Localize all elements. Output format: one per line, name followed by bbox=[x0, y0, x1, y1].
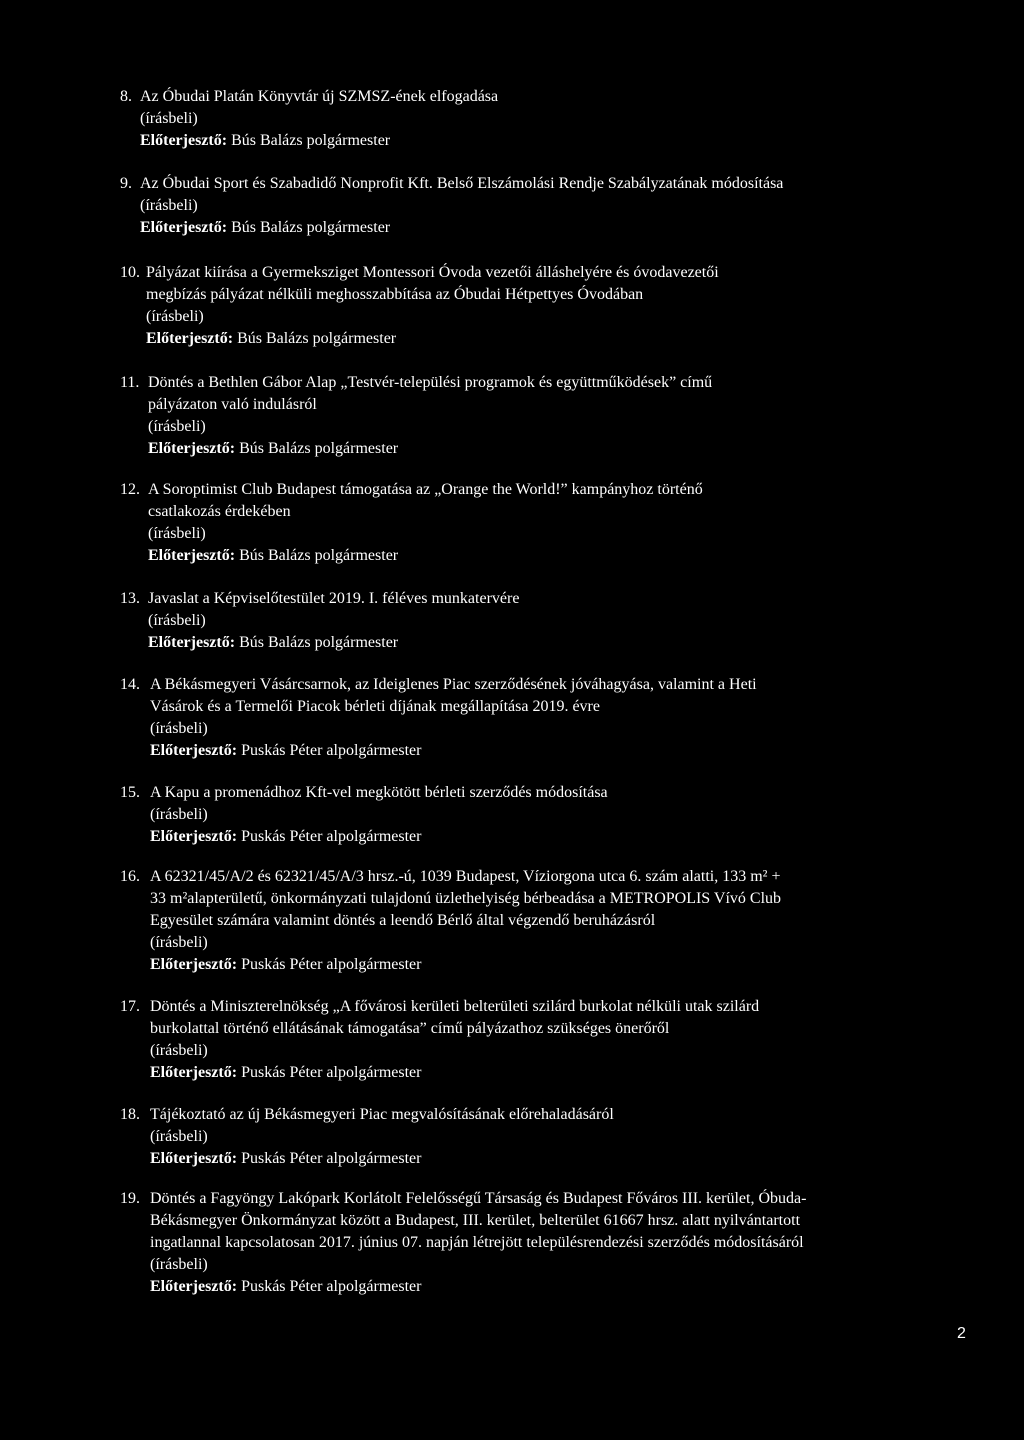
item-title: burkolattal történő ellátásának támogatása” című pályázathoz szükséges önerőről bbox=[150, 1020, 670, 1037]
item-presenter: Előterjesztő: Bús Balázs polgármester bbox=[148, 547, 399, 564]
item-type: (írásbeli) bbox=[150, 1256, 208, 1273]
item-type: (írásbeli) bbox=[140, 110, 198, 127]
item-number: 16. bbox=[120, 868, 140, 885]
item-title: Egyesület számára valamint döntés a leendő Bérlő által végzendő beruházásról bbox=[150, 912, 656, 929]
item-number: 13. bbox=[120, 590, 140, 607]
item-type: (írásbeli) bbox=[150, 1042, 208, 1059]
item-number: 14. bbox=[120, 676, 140, 693]
item-title: 33 m²alapterületű, önkormányzati tulajdonú üzlethelyiség bérbeadása a METROPOLIS Vívó Club bbox=[150, 890, 782, 907]
item-presenter: Előterjesztő: Puskás Péter alpolgármester bbox=[150, 1064, 422, 1081]
item-type: (írásbeli) bbox=[148, 612, 206, 629]
item-title: megbízás pályázat nélküli meghosszabbítása az Óbudai Hétpettyes Óvodában bbox=[146, 286, 644, 303]
item-presenter: Előterjesztő: Puskás Péter alpolgármester bbox=[150, 828, 422, 845]
item-number: 15. bbox=[120, 784, 140, 801]
item-presenter: Előterjesztő: Puskás Péter alpolgármester bbox=[150, 1278, 422, 1295]
item-title: Pályázat kiírása a Gyermeksziget Montessori Óvoda vezetői álláshelyére és óvodavezetői bbox=[146, 264, 719, 281]
item-type: (írásbeli) bbox=[140, 197, 198, 214]
item-title: Döntés a Bethlen Gábor Alap „Testvér-települési programok és együttműködések” című bbox=[148, 374, 713, 391]
item-title: pályázaton való indulásról bbox=[148, 396, 317, 413]
item-presenter: Előterjesztő: Puskás Péter alpolgármester bbox=[150, 1150, 422, 1167]
item-number: 19. bbox=[120, 1190, 140, 1207]
item-number: 9. bbox=[120, 175, 132, 192]
item-title: Döntés a Fagyöngy Lakópark Korlátolt Felelősségű Társaság és Budapest Főváros III. kerület, Óbuda- bbox=[150, 1190, 807, 1207]
item-title: Vásárok és a Termelői Piacok bérleti díjának megállapítása 2019. évre bbox=[150, 698, 600, 715]
item-title: Tájékoztató az új Békásmegyeri Piac megvalósításának előrehaladásáról bbox=[150, 1106, 614, 1123]
item-title: A Soroptimist Club Budapest támogatása az „Orange the World!” kampányhoz történő bbox=[148, 481, 703, 498]
item-title: A Békásmegyeri Vásárcsarnok, az Ideiglenes Piac szerződésének jóváhagyása, valamint a Heti bbox=[150, 676, 757, 693]
item-presenter: Előterjesztő: Bús Balázs polgármester bbox=[146, 330, 397, 347]
item-title: A Kapu a promenádhoz Kft-vel megkötött bérleti szerződés módosítása bbox=[150, 784, 608, 801]
item-title: Az Óbudai Sport és Szabadidő Nonprofit Kft. Belső Elszámolási Rendje Szabályzatának módosítása bbox=[140, 175, 784, 192]
item-title: Az Óbudai Platán Könyvtár új SZMSZ-ének elfogadása bbox=[140, 88, 499, 105]
item-number: 18. bbox=[120, 1106, 140, 1123]
item-presenter: Előterjesztő: Bús Balázs polgármester bbox=[148, 440, 399, 457]
item-number: 17. bbox=[120, 998, 140, 1015]
item-number: 10. bbox=[120, 264, 140, 281]
item-number: 11. bbox=[120, 374, 140, 391]
item-presenter: Előterjesztő: Bús Balázs polgármester bbox=[140, 132, 391, 149]
item-presenter: Előterjesztő: Bús Balázs polgármester bbox=[148, 634, 399, 651]
item-presenter: Előterjesztő: Bús Balázs polgármester bbox=[140, 219, 391, 236]
item-type: (írásbeli) bbox=[150, 934, 208, 951]
item-title: csatlakozás érdekében bbox=[148, 503, 291, 520]
item-title: Békásmegyer Önkormányzat között a Budapest, III. kerület, belterület 61667 hrsz. alatt nyilvántartott bbox=[150, 1212, 801, 1229]
page-number: 2 bbox=[957, 1325, 966, 1342]
item-type: (írásbeli) bbox=[148, 418, 206, 435]
item-presenter: Előterjesztő: Puskás Péter alpolgármester bbox=[150, 956, 422, 973]
item-type: (írásbeli) bbox=[150, 720, 208, 737]
item-type: (írásbeli) bbox=[150, 806, 208, 823]
item-type: (írásbeli) bbox=[150, 1128, 208, 1145]
item-type: (írásbeli) bbox=[148, 525, 206, 542]
item-title: Döntés a Miniszterelnökség „A fővárosi kerületi belterületi szilárd burkolat nélküli utak szilárd bbox=[150, 998, 760, 1015]
item-presenter: Előterjesztő: Puskás Péter alpolgármester bbox=[150, 742, 422, 759]
item-title: ingatlannal kapcsolatosan 2017. június 07. napján létrejött településrendezési szerződés módosításáról bbox=[150, 1234, 804, 1251]
item-title: A 62321/45/A/2 és 62321/45/A/3 hrsz.-ú, 1039 Budapest, Víziorgona utca 6. szám alatti, 133 m² + bbox=[150, 868, 781, 885]
item-number: 8. bbox=[120, 88, 132, 105]
item-title: Javaslat a Képviselőtestület 2019. I. féléves munkatervére bbox=[148, 590, 520, 607]
item-type: (írásbeli) bbox=[146, 308, 204, 325]
item-number: 12. bbox=[120, 481, 140, 498]
